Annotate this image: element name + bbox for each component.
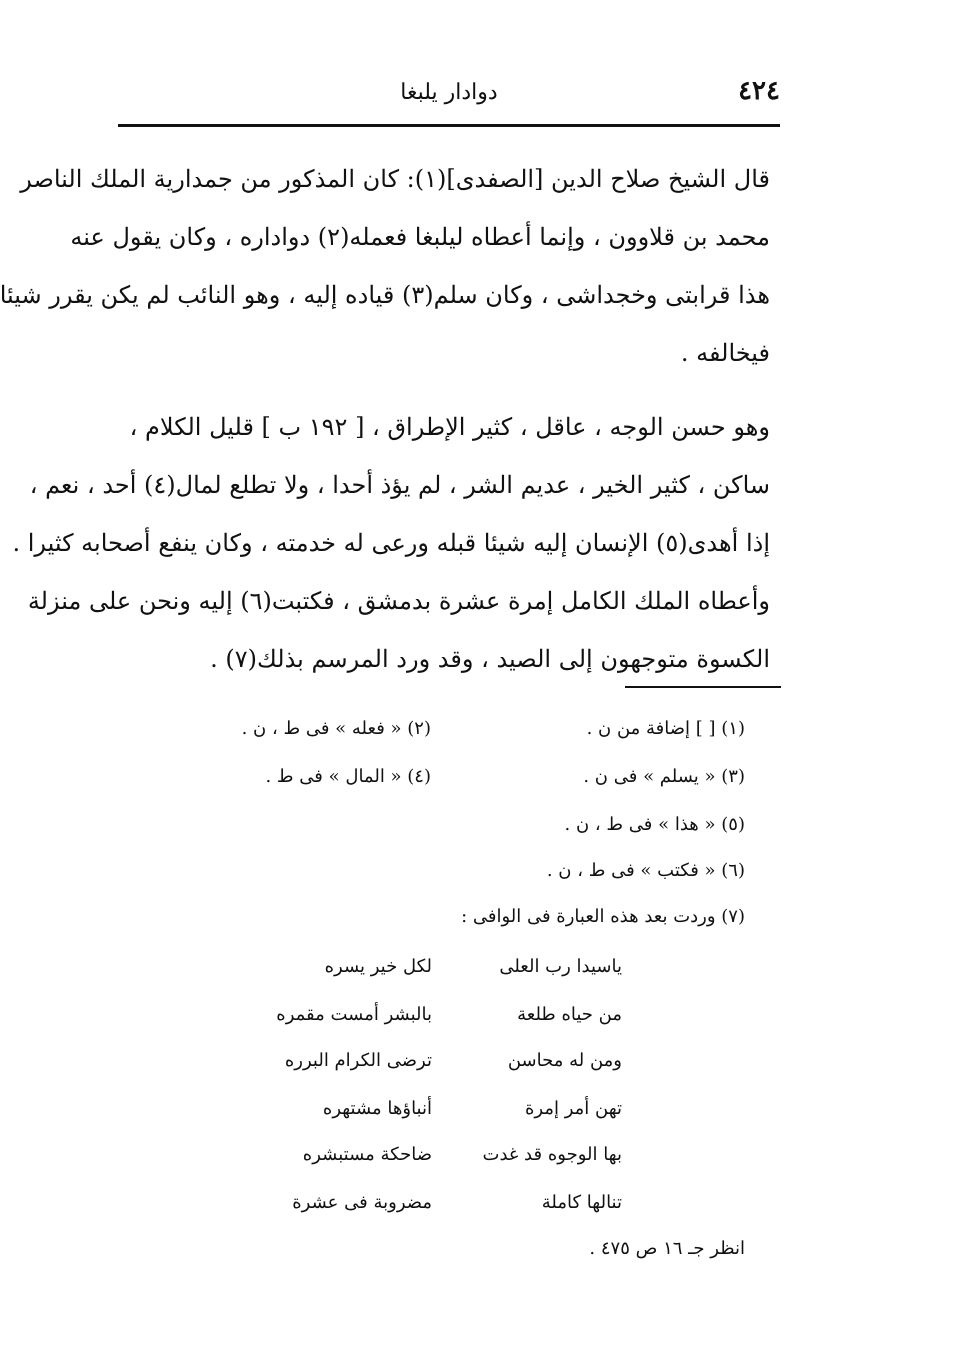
paragraph-1 (0, 150, 770, 382)
verse-hemistich-b: بالبشر أمست مقمره (276, 1004, 432, 1025)
verse-hemistich-a: تهن أمر إمرة (524, 1098, 622, 1119)
verse-hemistich-b: أنباؤها مشتهره (322, 1098, 432, 1119)
footnote-3: (٣) « يسلم » فى ن . (583, 766, 745, 787)
text-line: وهو حسن الوجه ، عاقل ، كثير الإطراق ، [ ١٩٢ ب ] قليل الكلام ، (129, 413, 770, 441)
text-line: إذا أهدى(٥) الإنسان إليه شيئا قبله ورعى له خدمته ، وكان ينفع أصحابه كثيرا . (12, 529, 770, 557)
footnote-2: (٢) « فعله » فى ط ، ن . (241, 718, 431, 739)
text-line: محمد بن قلاوون ، وإنما أعطاه ليلبغا فعمله(٢) دواداره ، وكان يقول عنه (70, 223, 770, 251)
verse-hemistich-a: ياسيدا رب العلى (499, 956, 622, 977)
text-line: وأعطاه الملك الكامل إمرة عشرة بدمشق ، فكتبت(٦) إليه ونحن على منزلة (27, 587, 770, 615)
running-title: دوادار يلبغا (400, 80, 498, 105)
header-rule (118, 124, 780, 127)
footnote-7: (٧) وردت بعد هذه العبارة فى الوافى : (461, 906, 745, 927)
footnote-rule (625, 686, 781, 688)
verse-hemistich-b: ضاحكة مستبشره (302, 1144, 432, 1165)
verse-hemistich-a: تنالها كاملة (541, 1192, 622, 1213)
page-header (118, 76, 780, 116)
text-line: فيخالفه . (680, 339, 770, 367)
footnote-1: (١) [ ] إضافة من ن . (586, 718, 745, 739)
verse-hemistich-a: من حياه طلعة (517, 1004, 622, 1025)
verse-hemistich-a: ومن له محاسن (507, 1050, 622, 1071)
footnote-4: (٤) « المال » فى ط . (265, 766, 431, 787)
text-line: الكسوة متوجهون إلى الصيد ، وقد ورد المرسم بذلك(٧) . (210, 645, 770, 673)
verse-hemistich-a: بها الوجوه قد غدت (482, 1144, 622, 1165)
text-line: قال الشيخ صلاح الدين [الصفدى](١): كان المذكور من جمدارية الملك الناصر (20, 165, 770, 193)
footnote-5: (٥) « هذا » فى ط ، ن . (564, 814, 745, 835)
text-line: هذا قرابتى وخجداشى ، وكان سلم(٣) قياده إليه ، وهو النائب لم يكن يقرر شيئا (0, 281, 770, 309)
verse-hemistich-b: مضروبة فى عشرة (292, 1192, 432, 1213)
verse-hemistich-b: لكل خير يسره (324, 956, 432, 977)
footnote-reference: انظر جـ ١٦ ص ٤٧٥ . (589, 1238, 745, 1259)
paragraph-2 (12, 398, 770, 572)
text-line: ساكن ، كثير الخير ، عديم الشر ، لم يؤذ أحدا ، ولا تطلع لمال(٤) أحد ، نعم ، (29, 471, 770, 499)
footnote-6: (٦) « فكتب » فى ط ، ن . (546, 860, 745, 881)
verse-hemistich-b: ترضى الكرام البرره (284, 1050, 432, 1071)
paragraph-3 (27, 572, 770, 688)
page-number: ٤٢٤ (738, 76, 780, 106)
